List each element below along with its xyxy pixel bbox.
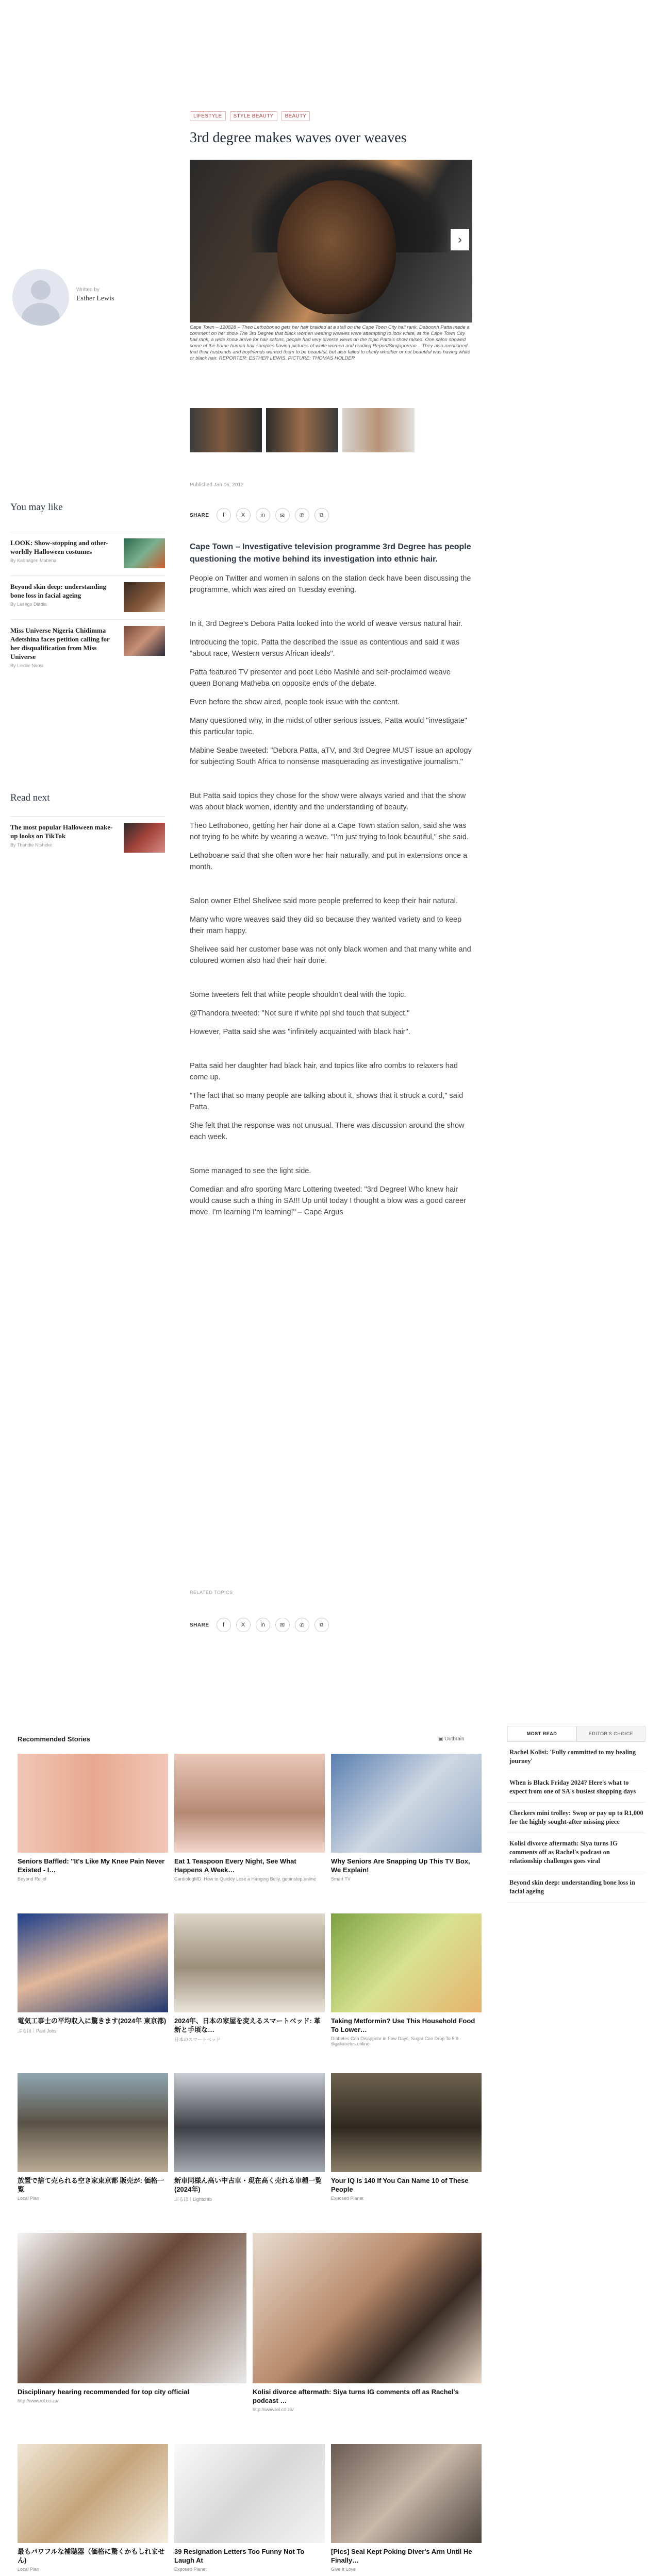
read-next-list	[10, 816, 165, 860]
article-paragraph: Some tweeters felt that white people shouldn't deal with the topic.	[190, 991, 406, 999]
card-title[interactable]: 最もパワフルな補聴器（価格に驚くかもしれません)	[18, 2548, 165, 2564]
article-paragraph: However, Patta said she was "infinitely acquainted with black hair".	[190, 1028, 410, 1036]
recommended-card[interactable]	[18, 1913, 168, 2046]
whatsapp-icon[interactable]: ✆	[295, 1618, 309, 1632]
card-image[interactable]	[174, 2444, 325, 2543]
article-paragraph: Even before the show aired, people took issue with the content.	[190, 698, 400, 706]
you-may-like-list	[10, 532, 165, 677]
card-title[interactable]: Eat 1 Teaspoon Every Night, See What Happens A Week…	[174, 1857, 296, 1874]
card-source: Local Plan	[18, 2567, 40, 2572]
author-block	[12, 269, 114, 326]
article-lead: Cape Town – Investigative television programme 3rd Degree has people questioning the motive behind its investigation into ethnic hair.	[190, 543, 471, 564]
recommended-card[interactable]	[18, 2233, 246, 2412]
published-date: Published Jan 06, 2012	[190, 482, 244, 488]
card-title[interactable]: Seniors Baffled: "It's Like My Knee Pain Never Existed - I…	[18, 1857, 165, 1874]
hero-face-shape	[277, 180, 396, 314]
card-title[interactable]: 新車同様ん高い中古車・現在高く売れる車種一覧 (2024年)	[174, 2177, 322, 2193]
card-image[interactable]	[331, 2073, 482, 2172]
article-paragraph: People on Twitter and women in salons on the station deck have been discussing the programme, which was aired on Tuesday evening.	[190, 574, 471, 594]
side-item-thumbnail[interactable]	[124, 582, 165, 612]
you-may-like-heading: You may like	[10, 502, 63, 513]
article-paragraph: Salon owner Ethel Shelivee said more people preferred to keep their hair natural.	[190, 897, 458, 905]
side-item-author: By Lindile Nkosi	[10, 663, 44, 668]
tag-link[interactable]: STYLE BEAUTY	[230, 111, 277, 121]
facebook-icon[interactable]: f	[217, 1618, 231, 1632]
linkedin-icon[interactable]: in	[256, 1618, 270, 1632]
article-paragraph: "The fact that so many people are talking about it, shows that it struck a cord," said Patta.	[190, 1092, 464, 1111]
rail-list-item[interactable]: Kolisi divorce aftermath: Siya turns IG comments off as Rachel's podcast on relationship challenges goes viral	[507, 1833, 646, 1872]
side-list-item[interactable]	[10, 816, 165, 860]
x-twitter-icon[interactable]: X	[236, 1618, 251, 1632]
card-image[interactable]	[174, 1754, 325, 1853]
article-paragraph: Theo Lethoboneo, getting her hair done at a Cape Town station salon, said she was not trying to be white by wearing a weave. "I'm just trying to look beautiful," she said.	[190, 822, 469, 841]
recommended-card[interactable]	[331, 2073, 482, 2202]
article-paragraph: Many who wore weaves said they did so because they wanted variety and to keep their mam happy.	[190, 916, 462, 935]
side-item-thumbnail[interactable]	[124, 823, 165, 853]
gallery-thumbnails	[190, 408, 415, 452]
card-image[interactable]	[174, 2073, 325, 2172]
recommended-card[interactable]	[174, 2444, 325, 2572]
recommended-grid	[18, 1754, 482, 1882]
card-image[interactable]	[253, 2233, 482, 2383]
card-source: Beyond Relief	[18, 1876, 47, 1882]
recommended-card[interactable]	[331, 1913, 482, 2046]
card-source: ぶるほ｜Paid Jobs	[18, 2028, 57, 2033]
card-title[interactable]: Your IQ Is 140 If You Can Name 10 of These People	[331, 2177, 469, 2193]
hero-image	[190, 160, 472, 323]
article-paragraph: Some managed to see the light side.	[190, 1167, 311, 1175]
card-title[interactable]: 放置で捨て売られる空き家東京都 販売が: 価格一覧	[18, 2177, 164, 2193]
recommended-card[interactable]	[174, 1754, 325, 1882]
tag-link[interactable]: LIFESTYLE	[190, 111, 226, 121]
card-image[interactable]	[331, 2444, 482, 2543]
card-source: Smart TV	[331, 1876, 351, 1882]
card-source: Give It Love	[331, 2567, 356, 2572]
side-item-author: By Lesego Dladla	[10, 602, 47, 607]
email-icon[interactable]: ✉	[275, 1618, 290, 1632]
article-body	[190, 541, 473, 1225]
tag-link[interactable]: BEAUTY	[282, 111, 310, 121]
recommended-card[interactable]	[174, 1913, 325, 2046]
tab-most-read[interactable]: MOST READ	[507, 1726, 576, 1741]
article-paragraph: She felt that the response was not unusual. There was discussion around the show each week.	[190, 1122, 465, 1141]
article-paragraph: Many questioned why, in the midst of other serious issues, Patta would "investigate" this particular topic.	[190, 717, 467, 736]
side-item-author: By Thandie Ntsheke	[10, 842, 52, 848]
card-source: Local Plan	[18, 2196, 40, 2201]
card-source: 日本のスマートベッド	[174, 2037, 221, 2042]
rail-list-item[interactable]: Rachel Kolisi: 'Fully committed to my healing journey'	[507, 1742, 646, 1772]
card-title[interactable]: Disciplinary hearing recommended for top city official	[18, 2388, 190, 2396]
side-item-title[interactable]: Miss Universe Nigeria Chidimma Adetshina faces petition calling for her disqualification from Miss Universe	[10, 626, 110, 660]
side-item-thumbnail[interactable]	[124, 538, 165, 568]
related-topics-label: RELATED TOPICS	[190, 1590, 233, 1595]
card-title[interactable]: 電気工事士の平均収入に驚きます(2024年 東京都)	[18, 2017, 167, 2025]
article-paragraph: Comedian and afro sporting Marc Lottering tweeted: "3rd Degree! Who knew hair would cause such a thing in SA!!! Up until today I thought a blow was a good career move. I'm learning I'm learning!" – Cape Argus	[190, 1185, 467, 1216]
article-paragraph: In it, 3rd Degree's Debora Patta looked into the world of weave versus natural hair.	[190, 620, 463, 628]
recommended-grid	[18, 2444, 482, 2572]
article-paragraph: Introducing the topic, Patta the described the issue as contentious and said it was "about race, Western versus African ideals".	[190, 638, 460, 658]
facebook-icon[interactable]: f	[217, 508, 231, 522]
side-list-item[interactable]	[10, 619, 165, 677]
side-list-item[interactable]	[10, 532, 165, 575]
article-paragraph: Patta featured TV presenter and poet Lebo Mashile and self-proclaimed weave queen Bonang Matheba on opposite ends of the debate.	[190, 668, 451, 688]
recommended-card[interactable]	[331, 1754, 482, 1882]
author-avatar	[12, 269, 69, 326]
share-bar-top	[190, 508, 329, 522]
recommended-card[interactable]	[253, 2233, 482, 2412]
author-name[interactable]: Esther Lewis	[76, 294, 114, 302]
whatsapp-icon[interactable]: ✆	[295, 508, 309, 522]
card-image[interactable]	[18, 2073, 168, 2172]
article-paragraph: Lethoboane said that she often wore her hair naturally, and put in extensions once a month.	[190, 852, 468, 871]
outbrain-label: Outbrain	[444, 1736, 465, 1742]
side-item-author: By Karmagen Mabena	[10, 558, 57, 563]
card-source: http://www.iol.co.za/	[253, 2407, 294, 2412]
article-paragraph: But Patta said topics they chose for the show were always varied and that the show was about black women, identity and the understanding of beauty.	[190, 792, 466, 811]
recommended-heading: Recommended Stories	[18, 1735, 90, 1743]
article-paragraph: @Thandora tweeted: "Not sure if white ppl shd touch that subject."	[190, 1009, 410, 1018]
card-image[interactable]	[18, 1754, 168, 1853]
card-source: http://www.iol.co.za/	[18, 2398, 59, 2403]
card-title[interactable]: 39 Resignation Letters Too Funny Not To Laugh At	[174, 2548, 305, 2564]
x-twitter-icon[interactable]: X	[236, 508, 251, 522]
rail-tabs	[507, 1726, 646, 1742]
copy-link-icon[interactable]: ⧉	[315, 508, 329, 522]
article-paragraph: Shelivee said her customer base was not only black women and that many white and coloured women also had their hair done.	[190, 945, 471, 965]
article-paragraph: Mabine Seabe tweeted: "Debora Patta, aTV, and 3rd Degree MUST issue an apology for subjecting South Africa to nonsense masquerading as investigative journalism."	[190, 747, 472, 766]
copy-link-icon[interactable]: ⧉	[315, 1618, 329, 1632]
recommended-card[interactable]	[174, 2073, 325, 2202]
most-read-rail	[507, 1726, 646, 1903]
recommended-grid	[18, 2073, 482, 2202]
card-source: CardiologMD: How to Quickly Lose a Hanging Belly. gettinstep.online	[174, 1876, 316, 1882]
linkedin-icon[interactable]: in	[256, 508, 270, 522]
side-item-title[interactable]: The most popular Halloween make-up looks on TikTok	[10, 823, 113, 840]
card-image[interactable]	[18, 1913, 168, 2012]
rail-list-item[interactable]: When is Black Friday 2024? Here's what to expect from one of SA's busiest shopping days	[507, 1772, 646, 1803]
rail-list-item[interactable]: Beyond skin deep: understanding bone loss in facial ageing	[507, 1872, 646, 1903]
share-label: SHARE	[190, 1622, 209, 1628]
card-image[interactable]	[18, 2444, 168, 2543]
card-image[interactable]	[174, 1913, 325, 2012]
card-title[interactable]: Taking Metformin? Use This Household Food To Lower…	[331, 2017, 475, 2033]
side-item-thumbnail[interactable]	[124, 626, 165, 656]
read-next-heading: Read next	[10, 792, 50, 803]
image-caption: Cape Town – 120828 – Theo Lethoboneo gets her hair braided at a stall on the Cape Town City hall rank. Debonnh Patta made a comment on her show The 3rd Degree that black women wearing weaves were attempting to look white, at the Cape Town City hall rank, a wide know arrive for hair salons, people had very diverse views on the topic Patta's show raised. One salon showed some of the home human hair samples having pictures of white women and reading Report/Singaporean... They also mentioned that their husbands and boyfriends wanted them to be beautiful, but also failed to clarify whether or not beautiful was having white or black hair. REPORTER: ESTHER LEWIS. PICTURE: THOMAS HOLDER	[190, 325, 470, 361]
recommended-card[interactable]	[18, 1754, 168, 1882]
gallery-thumbnail[interactable]	[342, 408, 415, 452]
recommended-card[interactable]	[18, 2444, 168, 2572]
article-tags	[190, 111, 310, 121]
article-headline: 3rd degree makes waves over weaves	[190, 130, 407, 146]
card-title[interactable]: 2024年、日本の家屋を変えるスマートベッド: 革新と手頃な…	[174, 2017, 321, 2033]
side-item-title[interactable]: LOOK: Show-stopping and other-worldly Halloween costumes	[10, 539, 108, 555]
side-list-item[interactable]	[10, 575, 165, 619]
card-source: ぶるほ｜Lightcrab	[174, 2197, 212, 2202]
share-label: SHARE	[190, 512, 209, 518]
recommended-card[interactable]	[331, 2444, 482, 2572]
side-item-title[interactable]: Beyond skin deep: understanding bone loss in facial ageing	[10, 583, 107, 599]
card-source: Exposed Planet	[331, 2196, 364, 2201]
share-bar-bottom	[190, 1618, 329, 1632]
outbrain-logo[interactable]: ▣ Outbrain	[438, 1736, 465, 1742]
tab-editors-choice[interactable]: EDITOR'S CHOICE	[576, 1726, 646, 1741]
email-icon[interactable]: ✉	[275, 508, 290, 522]
card-title[interactable]: Why Seniors Are Snapping Up This TV Box, We Explain!	[331, 1857, 470, 1874]
recommended-grid	[18, 1913, 482, 2046]
gallery-thumbnail[interactable]	[190, 408, 262, 452]
recommended-card[interactable]	[18, 2073, 168, 2202]
card-image[interactable]	[331, 1913, 482, 2012]
author-label: Written by	[76, 286, 100, 293]
card-image[interactable]	[18, 2233, 246, 2383]
card-source: Diabetes Can Disappear in Few Days, Sugar Can Drop To 5.9 · digidiabetes.online	[331, 2036, 461, 2046]
card-source: Exposed Planet	[174, 2567, 207, 2572]
card-title[interactable]: [Pics] Seal Kept Poking Diver's Arm Until He Finally…	[331, 2548, 472, 2564]
article-paragraph: Patta said her daughter had black hair, and topics like afro combs to relaxers had come up.	[190, 1062, 458, 1081]
rail-list-item[interactable]: Checkers mini trolley: Swop or pay up to R1,000 for the highly sought-after missing piece	[507, 1803, 646, 1833]
gallery-next-icon[interactable]: ›	[451, 229, 469, 250]
gallery-thumbnail[interactable]	[266, 408, 338, 452]
card-image[interactable]	[331, 1754, 482, 1853]
recommended-wide-row	[18, 2233, 482, 2412]
card-title[interactable]: Kolisi divorce aftermath: Siya turns IG comments off as Rachel's podcast …	[253, 2388, 459, 2404]
